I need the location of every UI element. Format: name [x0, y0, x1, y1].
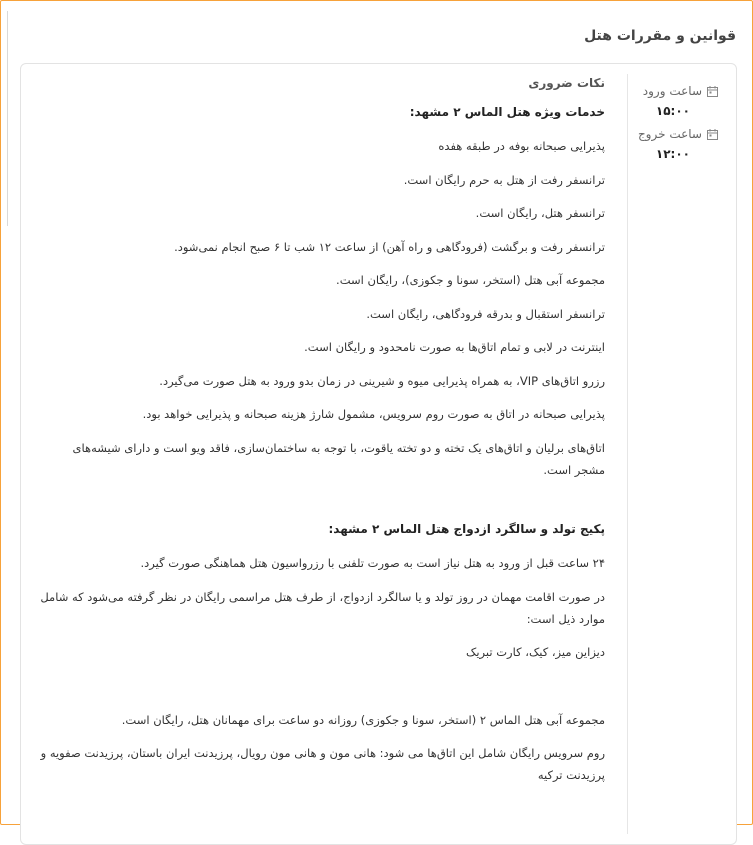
notes-content — [39, 76, 605, 798]
list-item: اینترنت در لابی و تمام اتاق‌ها به صورت نامحدود و رایگان است. — [304, 340, 605, 354]
checkin-label: ساعت ورود — [642, 84, 702, 98]
list-item: مجموعه آبی هتل الماس ۲ (استخر، سونا و جکوزی) روزانه دو ساعت برای مهمانان هتل، رایگان است. — [121, 712, 605, 727]
checkout-value: ۱۲:۰۰ — [655, 147, 690, 161]
list-item: در صورت اقامت مهمان در روز تولد و یا سالگرد ازدواج، از طرف هتل مراسمی رایگان در نظر گرفته می‌شود که شامل موارد ذیل است: — [40, 589, 605, 626]
list-item: ۲۴ ساعت قبل از ورود به هتل نیاز است به صورت تلفنی با رزرواسیون هتل هماهنگی صورت گیرد. — [140, 556, 605, 570]
list-item: مجموعه آبی هتل (استخر، سونا و جکوزی)، رایگان است. — [336, 273, 605, 287]
list-item: ترانسفر رفت و برگشت (فرودگاهی و راه آهن) از ساعت ۱۲ شب تا ۶ صبح انجام نمی‌شود. — [174, 239, 605, 254]
list-item: پذیرایی صبحانه بوفه در طبقه هفده — [438, 139, 605, 153]
rules-card — [20, 63, 737, 845]
list-item: پذیرایی صبحانه در اتاق به صورت روم سرویس، مشمول شارژ هزینه صبحانه و پذیرایی خواهد بود. — [142, 407, 605, 421]
section-title: قوانین و مقررات هتل — [584, 28, 736, 44]
left-guide-line — [7, 11, 8, 226]
checkout-label: ساعت خروج — [637, 127, 702, 141]
column-divider — [627, 74, 628, 834]
checkin-label-row — [628, 84, 718, 98]
list-item: ترانسفر رفت از هتل به حرم رایگان است. — [403, 172, 605, 187]
list-item: ترانسفر هتل، رایگان است. — [475, 206, 605, 220]
list-item: رزرو اتاق‌های VIP، به همراه پذیرایی میوه و شیرینی در زمان بدو ورود به هتل صورت می‌گیرد. — [159, 373, 605, 388]
section2-heading: پکیج تولد و سالگرد ازدواج هتل الماس ۲ مشهد: — [328, 522, 605, 536]
checkin-value: ۱۵:۰۰ — [655, 104, 690, 118]
list-item: روم سرویس رایگان شامل این اتاق‌ها می شود: هانی مون و هانی مون رویال، پرزیدنت ایران باستان، پرزیدنت صفویه و پرزیدنت ترکیه — [40, 746, 605, 782]
checkin-block — [628, 84, 718, 118]
checkin-checkout-panel — [628, 84, 718, 170]
calendar-icon — [707, 86, 718, 97]
list-item: ترانسفر استقبال و بدرقه فرودگاهی، رایگان است. — [366, 306, 605, 321]
checkout-block — [628, 127, 718, 161]
checkout-label-row — [628, 127, 718, 141]
notes-title: نکات ضروری — [528, 76, 605, 90]
list-item: اتاق‌های برلیان و اتاق‌های یک تخته و دو تخته یاقوت، با توجه به ساختمان‌سازی، فاقد ویو است و دارای شیشه‌های مشجر است. — [72, 440, 605, 477]
list-item: دیزاین میز، کیک، کارت تبریک — [466, 645, 605, 659]
calendar-icon — [707, 129, 718, 140]
spacer — [39, 492, 605, 522]
spacer — [39, 675, 605, 709]
section1-heading: خدمات ویژه هتل الماس ۲ مشهد: — [409, 105, 605, 119]
